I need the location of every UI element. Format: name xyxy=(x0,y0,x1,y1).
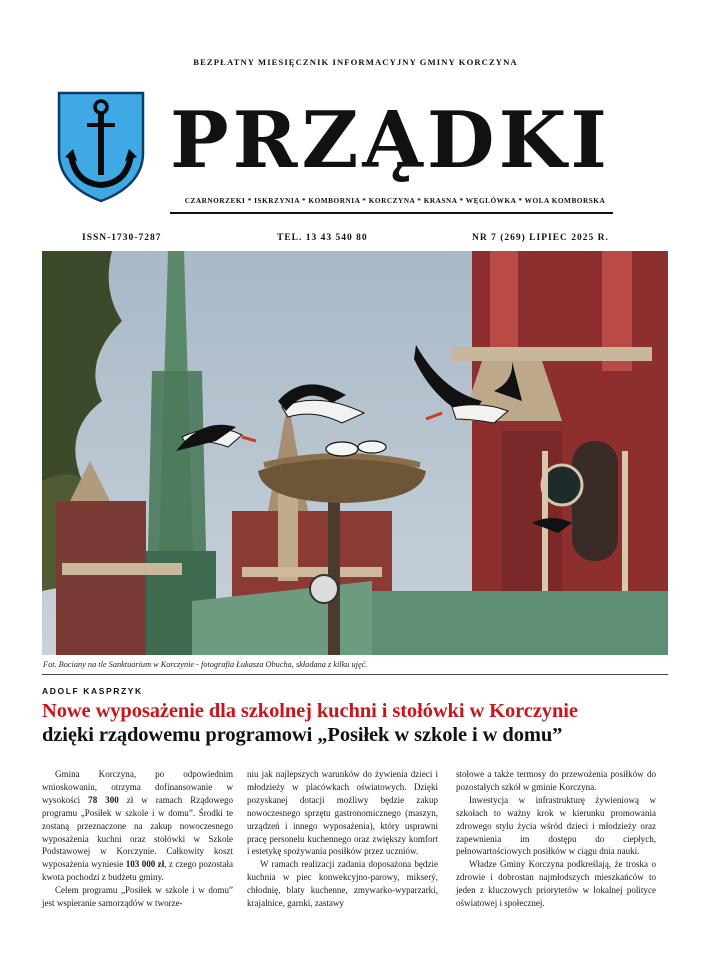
issn-number: ISSN-1730-7287 xyxy=(82,233,162,243)
article-paragraph: Władze Gminy Korczyna podkreślają, że troska o zdrowie i dobrostan najmłodszych mieszkańców to jeden z kluczowych priorytetów w lokalnej polityce oświatowej i społecznej. xyxy=(456,859,656,909)
article-paragraph: Celem programu „Posiłek w szkole i w domu” jest wspieranie samorządów w tworze- xyxy=(42,885,233,909)
article-column-1 xyxy=(42,768,233,910)
article-paragraph: W ramach realizacji zadania doposażona będzie kuchnia w piec konwekcyjno-parowy, mikserý, chłodnię, blaty kuchenne, zmywarko-wyparzarki, krajalnice, garnki, zastawy xyxy=(247,859,438,909)
article-paragraph: niu jak najlepszych warunków do żywienia dzieci i młodzieży w placówkach oświatowych. Dzięki pozyskanej dotacji możliwy będzie zakup nowoczesnego sprzętu gastronomicznego (maszyn, urządzeń i innego wyposażenia), który usprawni pracę personelu kuchennego oraz zwiększy komfort i estetykę spożywania posiłków przez uczniów. xyxy=(247,769,438,857)
caption-divider xyxy=(42,674,668,675)
article-paragraph: stołowe a także termosy do przewożenia posiłków do pozostałych szkół w gminie Korczyna. xyxy=(456,769,656,792)
article-column-3 xyxy=(456,768,656,910)
article-column-2 xyxy=(247,768,438,910)
article-author: ADOLF KASPRZYK xyxy=(42,686,143,696)
issue-number: NR 7 (269) LIPIEC 2025 R. xyxy=(472,233,609,243)
article-paragraph: Gmina Korczyna, po odpowiednim wnioskowaniu, otrzyma dofinansowanie w wysokości 78 300 zł w ramach Rządowego programu „Posiłek w szkole i w domu”. Środki te zostaną przeznaczone na zakup nowoczesnego wyposażenia kuchni oraz stołówki w Szkole Podstawowej w Korczynie. Całkowity koszt wyposażenia wyniesie 103 000 zł, z czego pozostała kwota pochodzi z budżetu gminy. xyxy=(42,769,234,883)
article-subheadline: dzięki rządowemu programowi „Posiłek w szkole i w domu” xyxy=(42,724,563,746)
newspaper-masthead: PRZĄDKI xyxy=(170,95,611,186)
photo-caption: Fot. Bociany na tle Sanktuarium w Korczynie - fotografia Łukasza Obucha, składana z kilku ujęć. xyxy=(43,660,368,669)
newspaper-tagline: BEZPŁATNY MIESIĘCZNIK INFORMACYJNY GMINY KORCZYNA xyxy=(193,57,518,67)
masthead-divider xyxy=(170,212,613,214)
anchor-coat-of-arms-icon xyxy=(57,91,145,203)
article-headline: Nowe wyposażenie dla szkolnej kuchni i stołówki w Korczynie xyxy=(42,700,578,722)
telephone-number: TEL. 13 43 540 80 xyxy=(277,233,368,243)
article-paragraph: Inwestycja w infrastrukturę żywieniową w szkołach to ważny krok w kierunku promowania zdrowego stylu życia wśród dzieci i młodzieży oraz zapewnienia im dostępu do ciepłych, pełnowartościowych posiłków w ciągu dnia nauki. xyxy=(456,794,656,857)
cover-photo xyxy=(42,251,668,655)
villages-line: CZARNORZEKI * ISKRZYNIA * KOMBORNIA * KORCZYNA * KRASNA * WĘGLÓWKA * WOLA KOMBORSKA xyxy=(184,196,606,205)
